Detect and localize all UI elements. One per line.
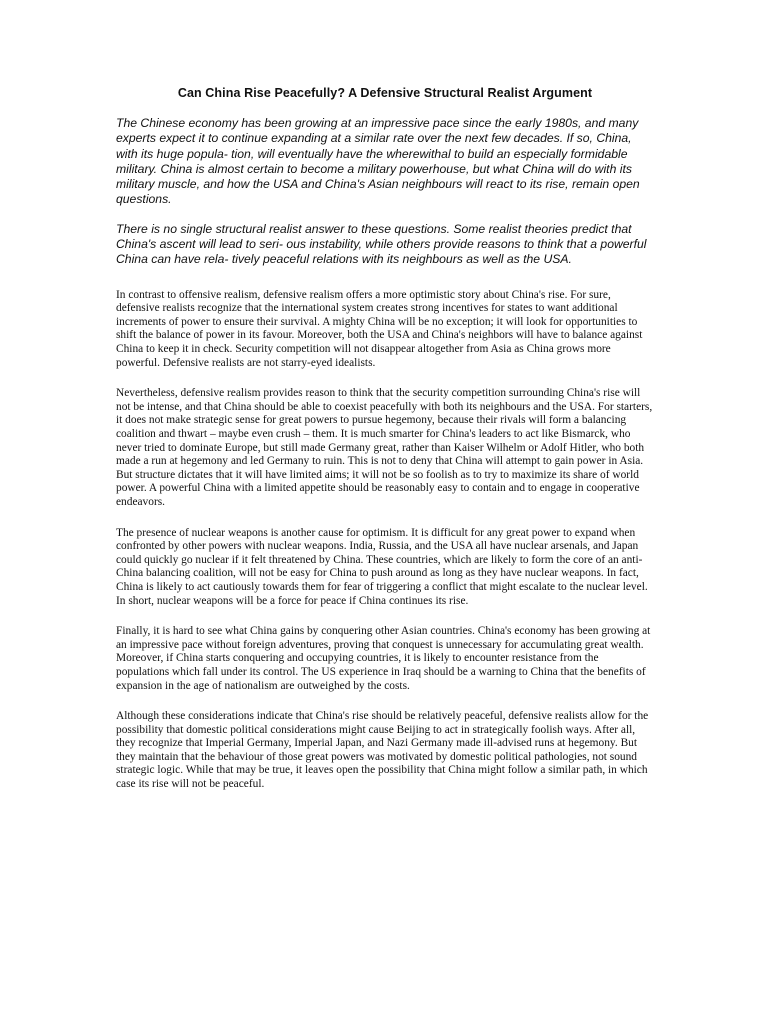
- body-paragraph: In contrast to offensive realism, defensive realism offers a more optimistic story about China's rise. For sure, defensive realists recognize that the international system creates strong incentives for states to want additional increments of power to ensure their survival. A mighty China will be no exception; it will look for opportunities to shift the balance of power in its favour. Moreover, both the USA and China's neighbors will have to balance against China to keep it in check. Security competition will not disappear altogether from Asia as China grows more powerful. Defensive realists are not starry-eyed idealists.: [116, 288, 643, 369]
- document-title: Can China Rise Peacefully? A Defensive Structural Realist Argument: [177, 86, 593, 100]
- abstract-paragraph: The Chinese economy has been growing at an impressive pace since the early 1980s, and many experts expect it to continue expanding at a similar rate over the next few decades. If so, China, with its huge popula- tion, will eventually have the wherewithal to build an especially formidable military. China is almost certain to become a military powerhouse, but what China will do with its military muscle, and how the USA and China's Asian neighbours will react to its rise, remain open questions.: [116, 116, 640, 207]
- body-paragraph: The presence of nuclear weapons is another cause for optimism. It is difficult for any great power to expand when confronted by other powers with nuclear weapons. India, Russia, and the USA all have nuclear arsenals, and Japan could quickly go nuclear if it felt threatened by China. These countries, which are likely to form the core of an anti-China balancing coalition, will not be easy for China to push around as long as they have nuclear weapons. In fact, China is likely to act cautiously towards them for fear of triggering a conflict that might escalate to the nuclear level. In short, nuclear weapons will be a force for peace if China continues its rise.: [116, 526, 648, 607]
- body-paragraph: Nevertheless, defensive realism provides reason to think that the security competition surrounding China's rise will not be intense, and that China should be able to coexist peacefully with both its neighbours and the USA. For starters, it does not make strategic sense for great powers to pursue hegemony, because their rivals will form a balancing coalition and thwart – maybe even crush – them. It is much smarter for China's leaders to act like Bismarck, who never tried to dominate Europe, but still made Germany great, rather than Kaiser Wilhelm or Adolf Hitler, who both made a run at hegemony and led Germany to ruin. This is not to deny that China will attempt to gain power in Asia. But structure dictates that it will have limited aims; it will not be so foolish as to try to maximize its share of world power. A powerful China with a limited appetite should be reasonably easy to contain and to engage in cooperative endeavors.: [116, 387, 653, 508]
- document-page: [116, 86, 654, 809]
- body-paragraph: Although these considerations indicate that China's rise should be relatively peaceful, defensive realists allow for the possibility that domestic political considerations might cause Beijing to act in strategically foolish ways. After all, they recognize that Imperial Germany, Imperial Japan, and Nazi Germany made ill-advised runs at hegemony. But they maintain that the behaviour of those great powers was motivated by domestic political pathologies, not sound strategic logic. While that may be true, it leaves open the possibility that China might follow a similar path, in which case its rise will not be peaceful.: [116, 710, 649, 791]
- body-paragraph: Finally, it is hard to see what China gains by conquering other Asian countries. China's economy has been growing at an impressive pace without foreign adventures, proving that conquest is unnecessary for accumulating great wealth. Moreover, if China starts conquering and occupying countries, it is likely to encounter resistance from the populations which fall under its control. The US experience in Iraq should be a warning to China that the benefits of expansion in the age of nationalism are outweighed by the costs.: [116, 625, 651, 692]
- abstract-paragraph: There is no single structural realist answer to these questions. Some realist theories predict that China's ascent will lead to seri- ous instability, while others provide reasons to think that a powerful China can have rela- tively peaceful relations with its neighbours as well as the USA.: [116, 221, 647, 267]
